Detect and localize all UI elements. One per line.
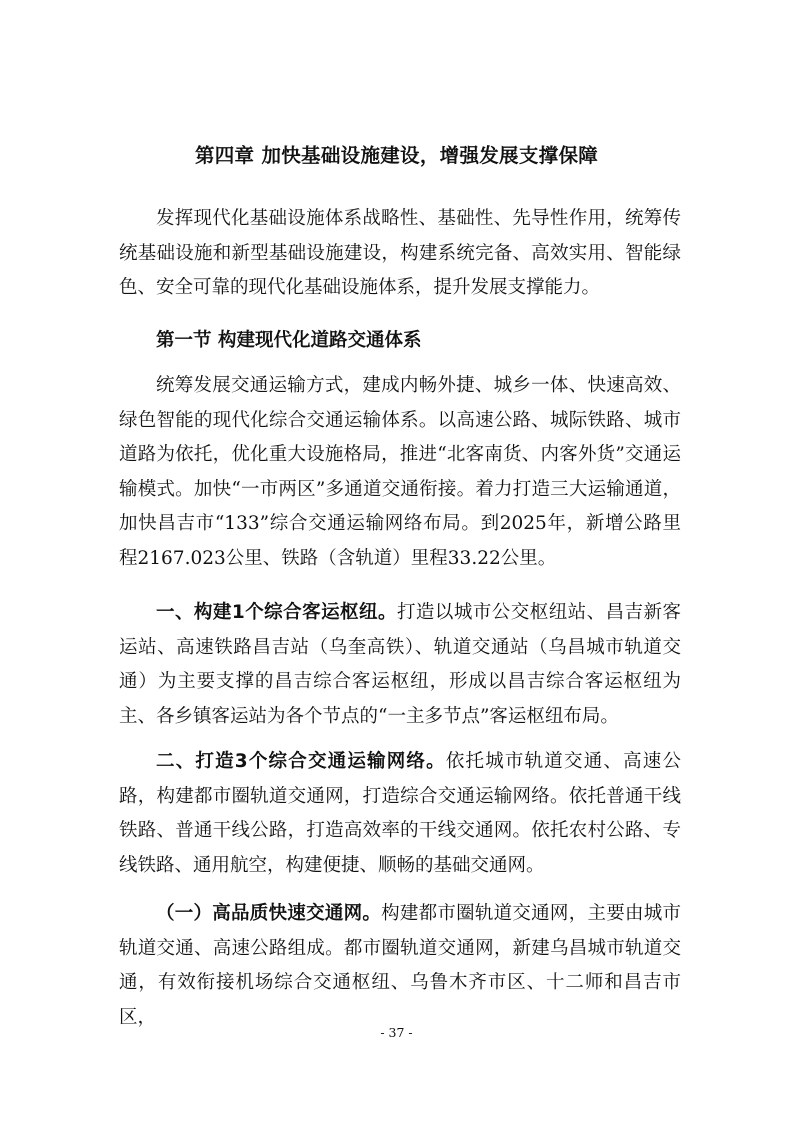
paragraph-lead: （一）高品质快速交通网。: [156, 903, 382, 924]
section-heading: 第一节 构建现代化道路交通体系: [156, 330, 422, 351]
paragraph-lead: 一、构建1个综合客运枢纽。: [156, 602, 397, 623]
paragraph-body: 依托城市轨道交通、高速公路，构建都市圈轨道交通网，打造综合交通运输网络。依托普通干线铁路、普通干线公路，打造高效率的干线交通网。依托农村公路、专线铁路、通用航空，构建便捷、顺畅的基础交通网。: [119, 751, 681, 876]
paragraph-transport-system: 统筹发展交通运输方式，建成内畅外捷、城乡一体、快速高效、绿色智能的现代化综合交通运输体系。以高速公路、城际铁路、城市道路为依托，优化重大设施格局，推进“北客南货、内客外货”交通运输模式。加快“一市两区”多通道交通衔接。着力打造三大运输通道，加快昌吉市“133”综合交通运输网络布局。到2025年，新增公路里程2167.023公里、铁路（含轨道）里程33.22公里。: [119, 375, 681, 569]
page-number: - 37 -: [380, 1025, 413, 1040]
intro-paragraph: 发挥现代化基础设施体系战略性、基础性、先导性作用，统筹传统基础设施和新型基础设施建设，构建系统完备、高效实用、智能绿色、安全可靠的现代化基础设施体系，提升发展支撑能力。: [119, 208, 681, 299]
paragraph-passenger-hub: [119, 596, 681, 734]
paragraph-transport-networks: [119, 745, 681, 883]
paragraph-body: 打造以城市公交枢纽站、昌吉新客运站、高速铁路昌吉站（乌奎高铁）、轨道交通站（乌昌城市轨道交通）为主要支撑的昌吉综合客运枢纽，形成以昌吉综合客运枢纽为主、各乡镇客运站为各个节点的“一主多节点”客运枢纽布局。: [119, 602, 681, 727]
paragraph-body: 构建都市圈轨道交通网，主要由城市轨道交通、高速公路组成。都市圈轨道交通网，新建乌昌城市轨道交通，有效衔接机场综合交通枢纽、乌鲁木齐市区、十二师和昌吉市区，: [119, 903, 681, 1028]
paragraph-express-network: [119, 897, 681, 1035]
paragraph-lead: 二、打造3个综合交通运输网络。: [156, 751, 446, 772]
chapter-title: 第四章 加快基础设施建设，增强发展支撑保障: [194, 144, 599, 167]
